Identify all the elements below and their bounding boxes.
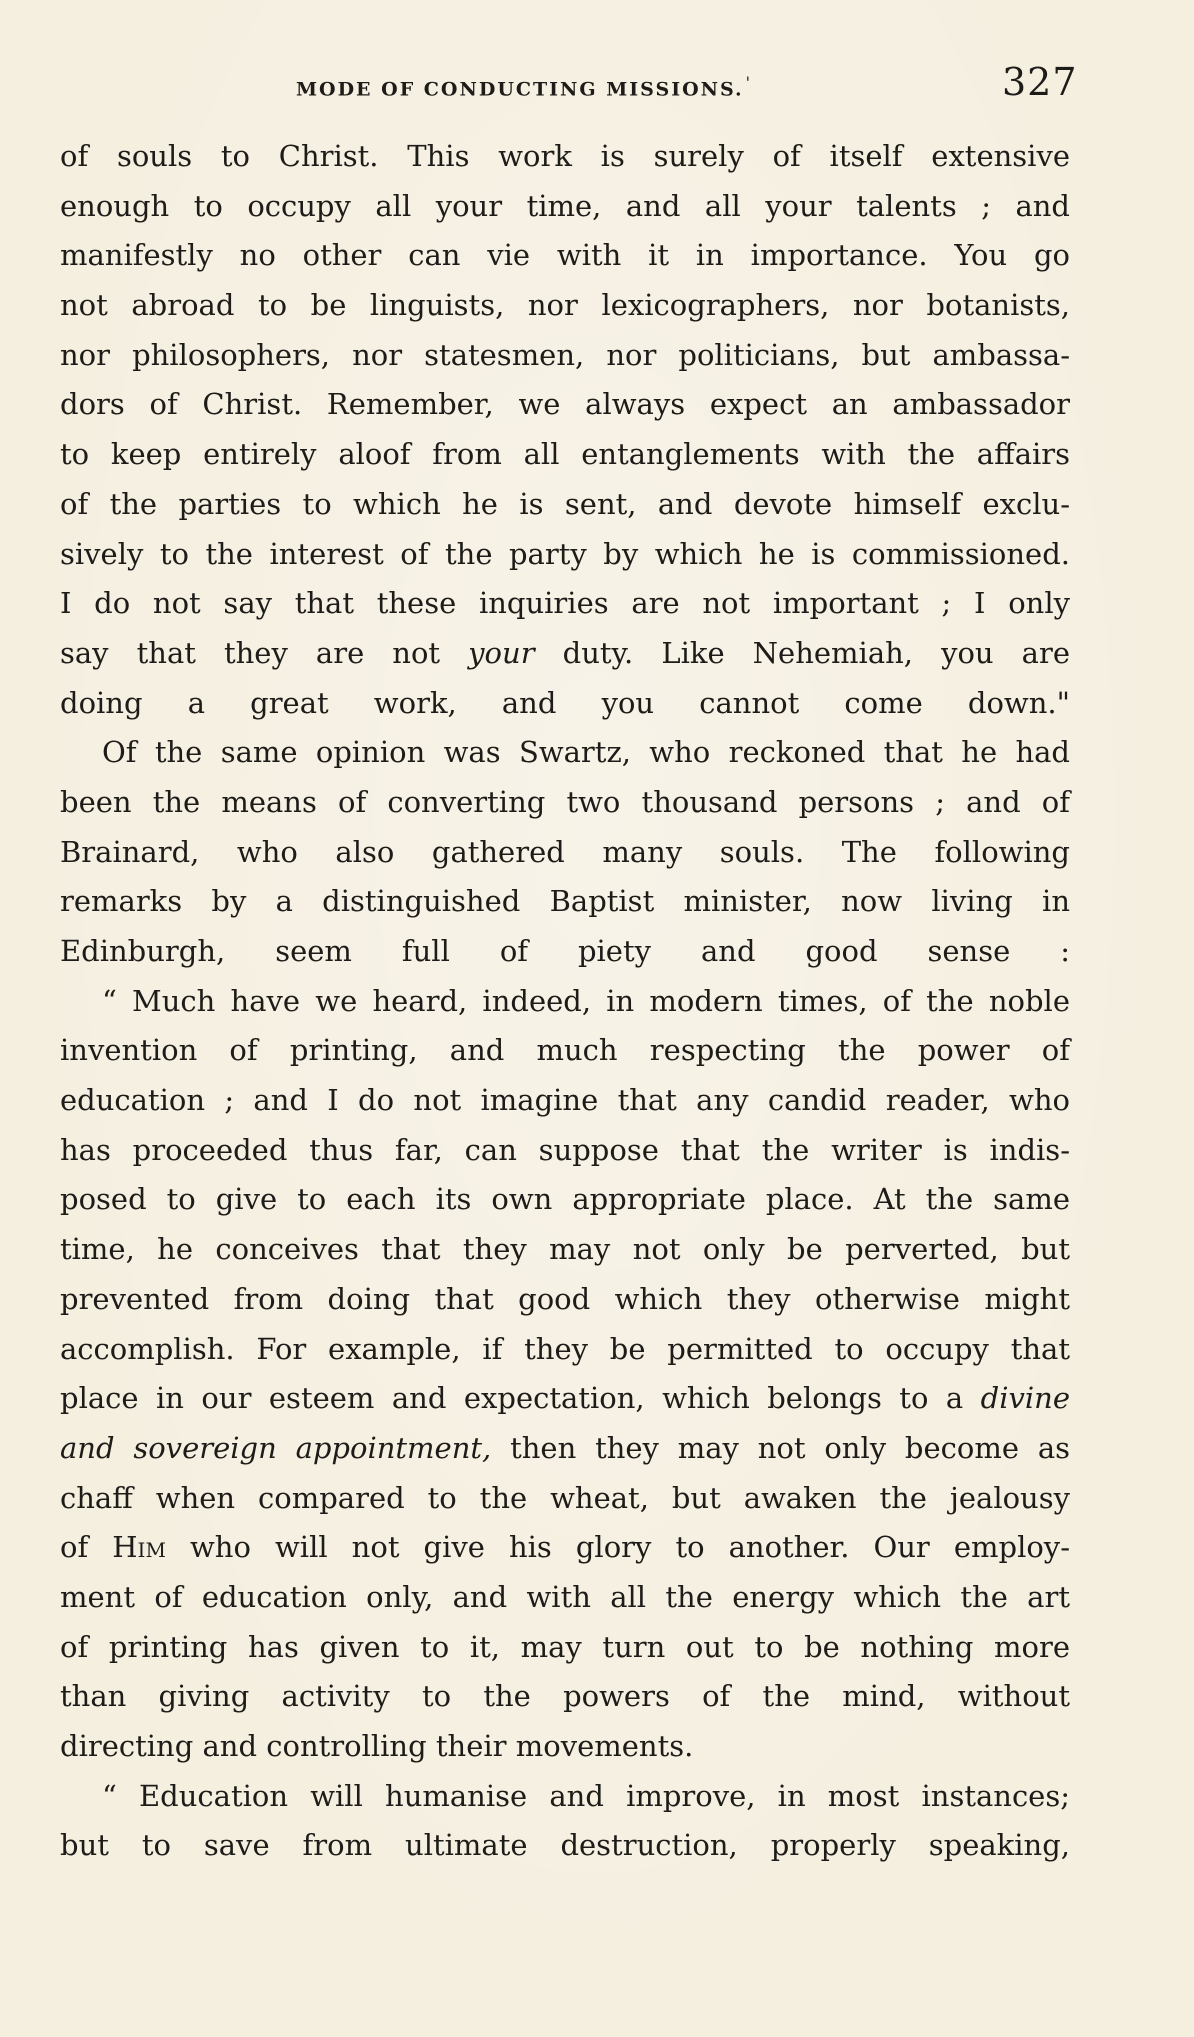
smallcaps-text: Him bbox=[112, 1530, 166, 1565]
page-number: 327 bbox=[1002, 60, 1078, 104]
text-line: ment of education only, and with all the energy which the art bbox=[60, 1579, 1070, 1614]
text-line: accomplish. For example, if they be permitted to occupy that bbox=[60, 1331, 1070, 1366]
text-line: doing a great work, and you cannot come down." bbox=[60, 685, 1070, 720]
text-line: manifestly no other can vie with it in importance. You go bbox=[60, 238, 1070, 273]
text-line bbox=[60, 1424, 1070, 1474]
running-title: MODE OF CONDUCTING MISSIONS. ' bbox=[296, 73, 753, 101]
text-line: sively to the interest of the party by which he is commissioned. bbox=[60, 536, 1070, 571]
tick-mark: ' bbox=[745, 73, 753, 92]
text-line: Of the same opinion was Swartz, who reckoned that he had bbox=[102, 735, 1070, 770]
text-segment: place in our esteem and expectation, which belongs to a bbox=[60, 1381, 981, 1416]
text-line: prevented from doing that good which they otherwise might bbox=[60, 1281, 1070, 1316]
text-line: chaff when compared to the wheat, but awaken the jealousy bbox=[60, 1480, 1070, 1515]
text-segment: then they may not only become as bbox=[491, 1430, 1071, 1465]
text-line: “ Education will humanise and improve, in most instances; bbox=[102, 1778, 1070, 1813]
text-line: been the means of converting two thousand persons ; and of bbox=[60, 784, 1070, 819]
text-line: than giving activity to the powers of the mind, without bbox=[60, 1679, 1070, 1714]
italic-text: your bbox=[468, 635, 535, 670]
text-line: enough to occupy all your time, and all your talents ; and bbox=[60, 188, 1070, 223]
text-line: nor philosophers, nor statesmen, nor politicians, but ambassa- bbox=[60, 337, 1070, 372]
text-line: but to save from ultimate destruction, properly speaking, bbox=[60, 1828, 1070, 1863]
text-line: Edinburgh, seem full of piety and good sense : bbox=[60, 934, 1070, 968]
text-line: has proceeded thus far, can suppose that the writer is indis- bbox=[60, 1132, 1070, 1167]
text-line: of souls to Christ. This work is surely of itself extensive bbox=[60, 139, 1070, 173]
text-line: time, he conceives that they may not only be perverted, but bbox=[60, 1232, 1070, 1267]
text-line bbox=[60, 629, 1070, 679]
text-line: “ Much have we heard, indeed, in modern times, of the noble bbox=[102, 983, 1070, 1018]
italic-text: divine bbox=[980, 1381, 1070, 1416]
text-line: not abroad to be linguists, nor lexicographers, nor botanists, bbox=[60, 288, 1070, 323]
text-line: of printing has given to it, may turn out to be nothing more bbox=[60, 1629, 1070, 1664]
text-line: posed to give to each its own appropriate place. At the same bbox=[60, 1182, 1070, 1217]
body-text bbox=[60, 132, 1070, 1871]
text-segment: who will not give his glory to another. Our employ- bbox=[165, 1530, 1070, 1565]
text-line: invention of printing, and much respecting the power of bbox=[60, 1033, 1070, 1068]
text-line bbox=[60, 1523, 1070, 1573]
text-line: remarks by a distinguished Baptist minister, now living in bbox=[60, 884, 1070, 919]
text-line: to keep entirely aloof from all entanglements with the affairs bbox=[60, 437, 1070, 472]
text-segment: say that they are not bbox=[60, 635, 469, 670]
italic-text: and sovereign appointment, bbox=[60, 1430, 492, 1465]
text-line: of the parties to which he is sent, and devote himself exclu- bbox=[60, 486, 1070, 521]
text-segment: duty. Like Nehemiah, you are bbox=[534, 635, 1070, 670]
text-segment: of bbox=[60, 1530, 113, 1565]
running-head bbox=[65, 60, 1078, 110]
text-line: education ; and I do not imagine that any candid reader, who bbox=[60, 1083, 1070, 1118]
text-line: dors of Christ. Remember, we always expect an ambassador bbox=[60, 387, 1070, 422]
text-line: I do not say that these inquiries are not important ; I only bbox=[60, 586, 1070, 621]
text-line: directing and controlling their movements. bbox=[60, 1729, 694, 1763]
text-line: Brainard, who also gathered many souls. The following bbox=[60, 834, 1070, 869]
text-line bbox=[60, 1374, 1070, 1424]
